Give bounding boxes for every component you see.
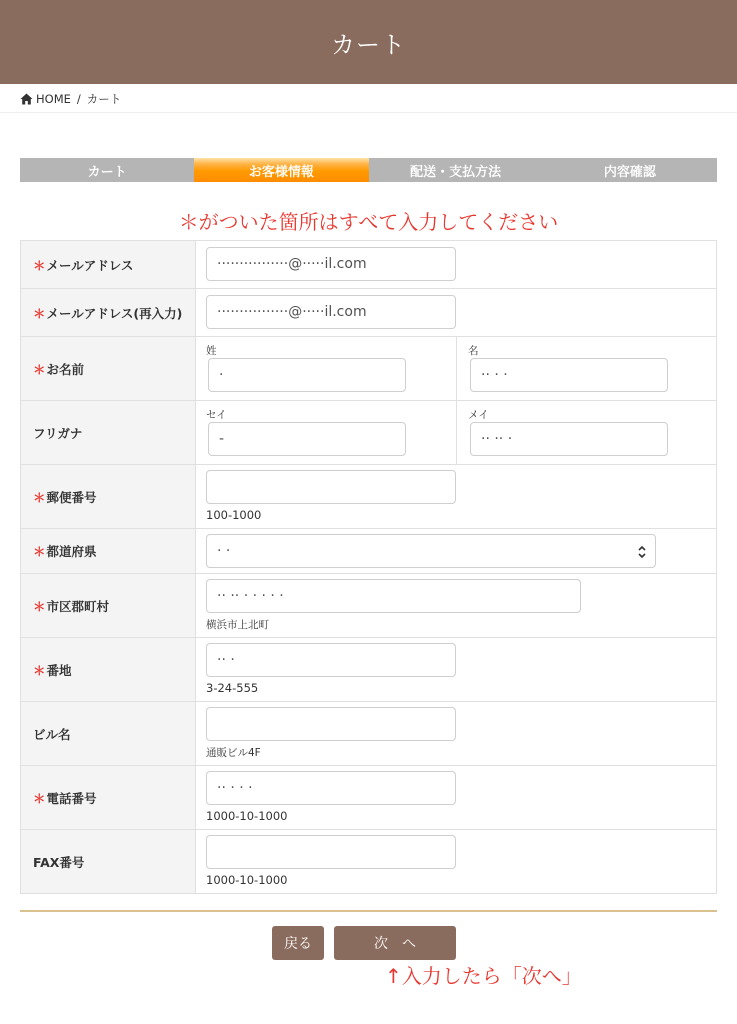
fax-cell (196, 830, 716, 893)
postal-label (21, 465, 196, 528)
kana-label-text: フリガナ (33, 425, 83, 441)
last-kana-cell (196, 401, 456, 464)
email-confirm-field[interactable] (206, 295, 456, 329)
form-row-kana (21, 401, 716, 465)
name-label-text: お名前 (46, 361, 85, 377)
last-kana-field[interactable] (208, 422, 406, 456)
email-value: ················@·····il.com (217, 256, 367, 272)
city-label (21, 574, 196, 637)
address-cell (196, 638, 716, 701)
building-hint: 通販ビル4F (206, 747, 261, 759)
city-hint: 横浜市上北町 (206, 619, 269, 631)
first-name-field[interactable] (470, 358, 668, 392)
email-field[interactable] (206, 247, 456, 281)
last-kana-value: - (219, 431, 225, 447)
building-label (21, 702, 196, 765)
last-name-value: · (219, 367, 224, 383)
header-divider (0, 112, 737, 113)
address-label-text: 番地 (46, 662, 72, 678)
prefecture-label (21, 529, 196, 573)
postal-label-text: 郵便番号 (46, 489, 97, 505)
address-label (21, 638, 196, 701)
email-confirm-label-text: メールアドレス(再入力) (46, 305, 183, 321)
form-row-email (21, 241, 716, 289)
email-label (21, 241, 196, 288)
step-shipping-payment: 配送・支払方法 (369, 158, 543, 182)
prefecture-label-text: 都道府県 (46, 544, 97, 559)
required-mark: ＊ (33, 257, 46, 273)
building-label-text: ビル名 (33, 726, 71, 742)
address-hint: 3-24-555 (206, 681, 259, 695)
step-customer-info: お客様情報 (194, 158, 368, 182)
next-instruction-note: ↑入力したら「次へ」 (385, 964, 582, 988)
building-cell (196, 702, 716, 765)
required-mark: ＊ (33, 305, 46, 321)
required-mark: ＊ (33, 544, 46, 559)
step-cart: カート (20, 158, 194, 182)
email-cell (196, 241, 716, 288)
email-label-text: メールアドレス (46, 257, 134, 273)
required-mark: ＊ (33, 598, 46, 614)
form-row-fax (21, 830, 716, 894)
required-notice: ＊がついた箇所はすべて入力してください (178, 210, 559, 234)
breadcrumb-home-link[interactable]: HOME (36, 92, 71, 106)
email-confirm-value: ················@·····il.com (217, 304, 367, 320)
postal-hint: 100-1000 (206, 508, 262, 522)
phone-hint: 1000-10-1000 (206, 809, 288, 823)
prefecture-value: · · (217, 543, 231, 559)
city-value: ·· ·· · · · · · (217, 588, 284, 604)
name-cell (196, 337, 716, 400)
form-divider (20, 910, 717, 912)
customer-form (20, 240, 717, 894)
first-kana-value: ·· ·· · (481, 431, 513, 447)
required-mark: ＊ (33, 790, 46, 806)
building-field[interactable] (206, 707, 456, 741)
first-name-sublabel: 名 (468, 345, 479, 357)
select-updown-icon (637, 545, 647, 559)
form-row-email-confirm (21, 289, 716, 337)
last-name-field[interactable] (208, 358, 406, 392)
checkout-steps (20, 158, 717, 182)
fax-hint: 1000-10-1000 (206, 873, 288, 887)
form-row-postal (21, 465, 716, 529)
required-mark: ＊ (33, 662, 46, 678)
postal-cell (196, 465, 716, 528)
back-button[interactable]: 戻る (272, 926, 324, 960)
kana-cell (196, 401, 716, 464)
form-row-city (21, 574, 716, 638)
next-button[interactable]: 次 へ (334, 926, 456, 960)
kana-label (21, 401, 196, 464)
last-name-cell (196, 337, 456, 400)
last-kana-sublabel: セイ (206, 409, 227, 421)
phone-label-text: 電話番号 (46, 790, 97, 806)
fax-label-text: FAX番号 (33, 854, 85, 870)
required-mark: ＊ (33, 361, 46, 377)
phone-cell (196, 766, 716, 829)
prefecture-cell (196, 529, 716, 573)
address-field[interactable] (206, 643, 456, 677)
phone-field[interactable] (206, 771, 456, 805)
city-field[interactable] (206, 579, 581, 613)
last-name-sublabel: 姓 (206, 345, 217, 357)
step-confirm: 内容確認 (543, 158, 717, 182)
phone-label (21, 766, 196, 829)
form-row-building (21, 702, 716, 766)
address-value: ·· · (217, 652, 235, 668)
breadcrumb (20, 91, 121, 107)
phone-value: ·· · · · (217, 780, 253, 796)
page-header (0, 0, 737, 84)
city-label-text: 市区郡町村 (46, 598, 110, 614)
breadcrumb-separator: / (76, 92, 81, 106)
fax-field[interactable] (206, 835, 456, 869)
home-icon (20, 93, 33, 105)
breadcrumb-current: カート (86, 92, 122, 106)
postal-code-field[interactable] (206, 470, 456, 504)
first-kana-cell (456, 401, 717, 464)
required-mark: ＊ (33, 489, 46, 505)
name-label (21, 337, 196, 400)
page-title: カート (331, 30, 406, 59)
email-confirm-label (21, 289, 196, 336)
form-row-phone (21, 766, 716, 830)
first-name-cell (456, 337, 717, 400)
first-kana-sublabel: メイ (468, 409, 489, 421)
prefecture-select[interactable] (206, 534, 656, 568)
city-cell (196, 574, 716, 637)
email-confirm-cell (196, 289, 716, 336)
form-row-address (21, 638, 716, 702)
fax-label (21, 830, 196, 893)
first-kana-field[interactable] (470, 422, 668, 456)
form-row-prefecture (21, 529, 716, 574)
first-name-value: ·· · · (481, 367, 508, 383)
form-row-name (21, 337, 716, 401)
